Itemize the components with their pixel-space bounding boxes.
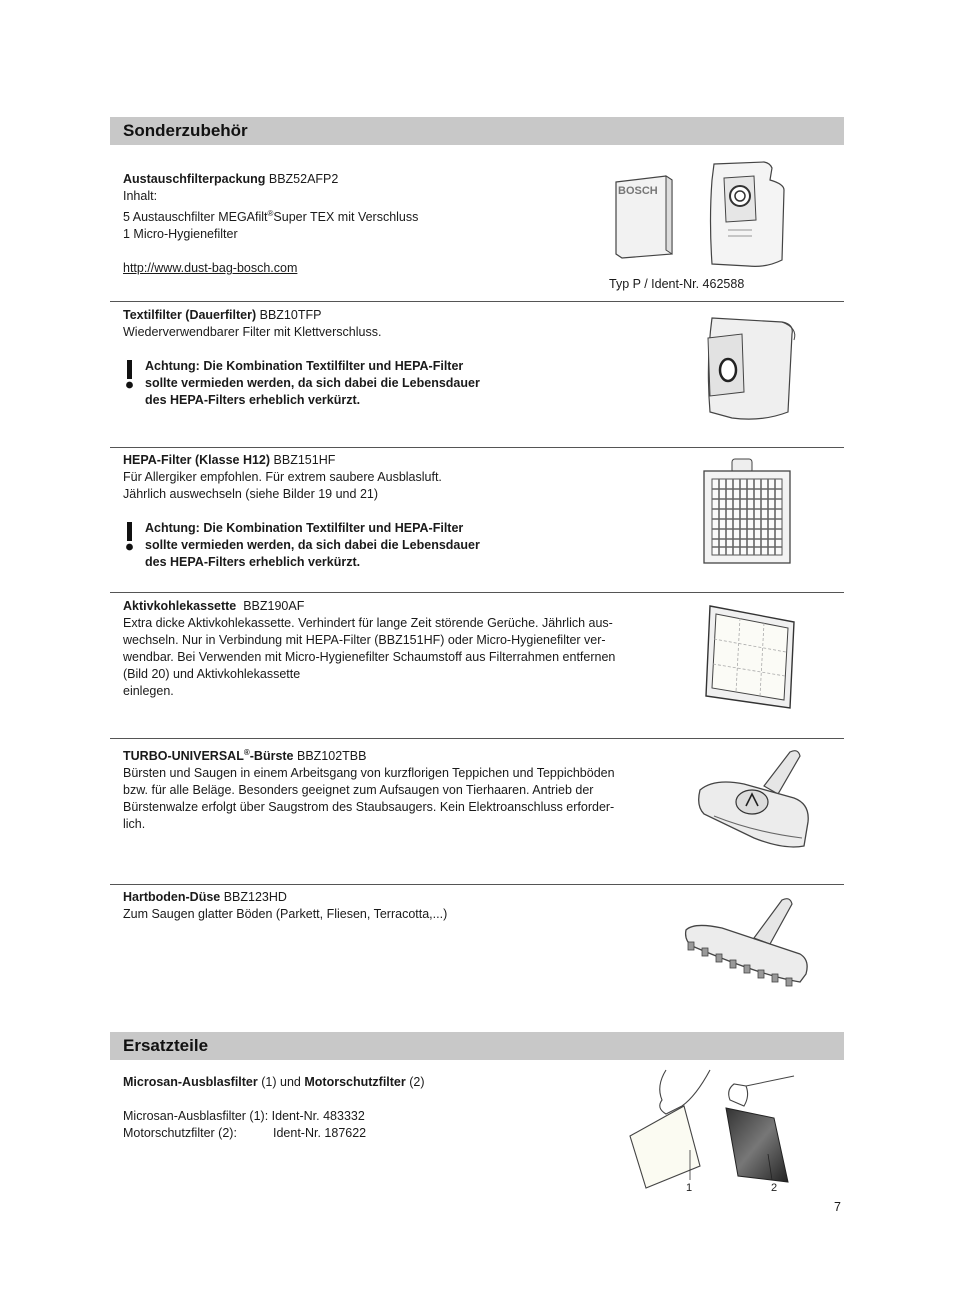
item-name: Aktivkohlekassette: [123, 599, 237, 613]
item-line: [123, 205, 653, 226]
item-line: 1 Micro-Hygienefilter: [123, 227, 238, 242]
figure-label-1: 1: [686, 1182, 693, 1194]
item-line: Extra dicke Aktivkohlekassette. Verhindert für lange Zeit störende Gerüche. Jährlich aus-: [123, 616, 613, 630]
exclamation-icon: [123, 360, 137, 390]
warning-line: sollte vermieden werden, da sich dabei die Lebensdauer: [145, 376, 480, 390]
figure-label-2: 2: [771, 1182, 778, 1194]
spare-name: Motorschutzfilter: [304, 1075, 406, 1089]
item-turbo-brush: [123, 744, 653, 833]
section-title: Sonderzubehör: [123, 121, 248, 140]
item-filter-pack: [123, 171, 653, 277]
item-line: wendbar. Bei Verwenden mit Micro-Hygienefilter Schaumstoff aus Filterrahmen entfernen: [123, 650, 616, 664]
spare-num: (2): [409, 1075, 425, 1089]
warning-line: des HEPA-Filters erheblich verkürzt.: [145, 393, 361, 407]
item-carbon-cassette: [123, 598, 653, 700]
item-name: Austauschfilterpackung: [123, 172, 266, 186]
item-name: TURBO-UNIVERSAL: [123, 749, 244, 764]
dust-bag-link[interactable]: http://www.dust-bag-bosch.com: [123, 261, 298, 276]
divider: [110, 738, 844, 739]
item-code: BBZ123HD: [223, 890, 287, 904]
item-hardfloor-nozzle: [123, 889, 653, 923]
spare-value: Ident-Nr. 187622: [273, 1126, 367, 1140]
warning-line: sollte vermieden werden, da sich dabei die Lebensdauer: [145, 538, 480, 552]
item-line: bzw. für alle Beläge. Besonders geeignet zum Aufsaugen von Tierhaaren. Antrieb der: [123, 783, 594, 798]
text: Super TEX mit Verschluss: [273, 210, 419, 225]
item-line: Für Allergiker empfohlen. Für extrem saubere Ausblasluft.: [123, 470, 442, 484]
item-code: BBZ102TBB: [297, 749, 367, 764]
text: 5 Austauschfilter MEGAfilt: [123, 210, 268, 225]
item-line: wechseln. Nur in Verbindung mit HEPA-Filter (BBZ151HF) oder Micro-Hygienefilter ver-: [123, 633, 606, 647]
item-line: lich.: [123, 817, 146, 832]
section-title: Ersatzteile: [123, 1036, 209, 1055]
divider: [110, 447, 844, 448]
item-hepa-filter: [123, 452, 653, 503]
spare-row: [123, 1108, 653, 1125]
item-line: einlegen.: [123, 684, 174, 698]
registered-mark: ®: [267, 209, 274, 218]
item-line: Inhalt:: [123, 189, 158, 203]
item-code: BBZ10TFP: [259, 308, 322, 322]
warning-line: Achtung: Die Kombination Textilfilter und HEPA-Filter: [145, 521, 464, 535]
box-brand-label: BOSCH: [618, 185, 658, 197]
item-line: Bürsten und Saugen in einem Arbeitsgang von kurzflorigen Teppichen und Teppichböden: [123, 766, 615, 781]
dust-bag-image: [706, 160, 788, 272]
item-textile-filter: [123, 307, 653, 341]
section-header-spare-parts: [110, 1032, 844, 1060]
spare-value: Ident-Nr. 483332: [271, 1109, 365, 1123]
item-name-suffix: -Bürste: [249, 749, 294, 764]
section-header-accessories: [110, 117, 844, 145]
turbo-brush-image: [694, 746, 814, 854]
warning-line: des HEPA-Filters erheblich verkürzt.: [145, 555, 361, 569]
divider: [110, 301, 844, 302]
spare-name: Microsan-Ausblasfilter: [123, 1075, 258, 1089]
item-code: BBZ151HF: [273, 453, 336, 467]
hardfloor-nozzle-image: [682, 894, 812, 994]
filter-box-image: [612, 170, 674, 260]
filter-pack-caption: Typ P / Ident-Nr. 462588: [609, 277, 745, 291]
item-line: Wiederverwendbarer Filter mit Klettverschluss.: [123, 325, 382, 339]
divider: [110, 884, 844, 885]
spare-row: [123, 1125, 653, 1142]
spare-num: (1): [261, 1075, 277, 1089]
item-line: Bürstenwalze erfolgt über Saugstrom des Staubsaugers. Kein Elektroanschluss erforder-: [123, 800, 615, 815]
divider: [110, 592, 844, 593]
item-name: HEPA-Filter (Klasse H12): [123, 453, 271, 467]
hepa-filter-image: [702, 457, 794, 567]
spare-conj: und: [280, 1075, 301, 1089]
textile-filter-image: [702, 312, 800, 424]
registered-mark: ®: [243, 748, 250, 757]
item-line: Jährlich auswechseln (siehe Bilder 19 und 21): [123, 487, 379, 501]
item-name: Textilfilter (Dauerfilter): [123, 308, 257, 322]
item-line: Zum Saugen glatter Böden (Parkett, Fliesen, Terracotta,...): [123, 907, 448, 921]
warning-line: Achtung: Die Kombination Textilfilter und HEPA-Filter: [145, 359, 464, 373]
carbon-cassette-image: [702, 604, 798, 712]
spare-filters-image: [626, 1066, 806, 1196]
item-code: BBZ190AF: [243, 599, 305, 613]
item-code: BBZ52AFP2: [268, 172, 339, 186]
spare-label: Microsan-Ausblasfilter (1):: [123, 1109, 269, 1123]
spare-parts-block: [123, 1074, 653, 1142]
item-name: Hartboden-Düse: [123, 890, 221, 904]
page-number: 7: [834, 1200, 841, 1214]
spare-label: Motorschutzfilter (2):: [123, 1126, 237, 1140]
exclamation-icon: [123, 522, 137, 552]
item-line: (Bild 20) und Aktivkohlekassette: [123, 667, 301, 681]
